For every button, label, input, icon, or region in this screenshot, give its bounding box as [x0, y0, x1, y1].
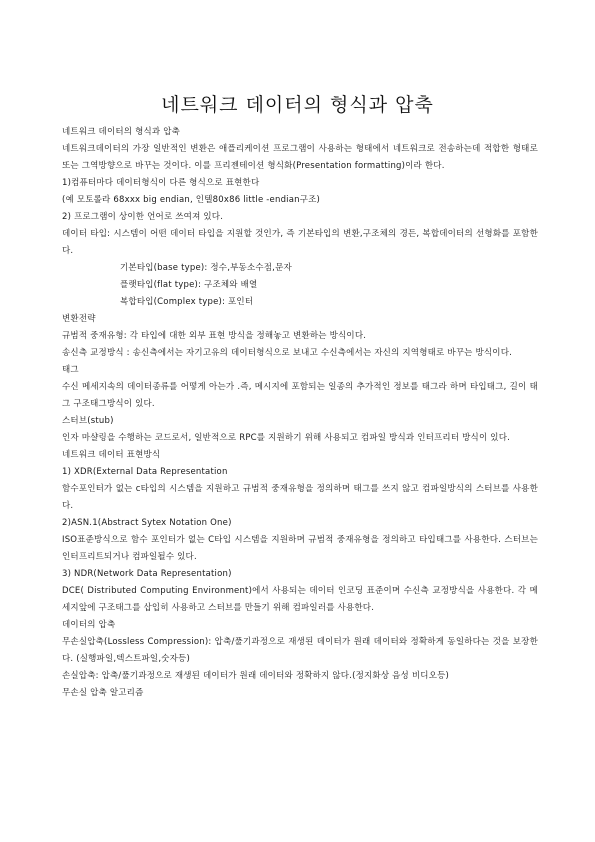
paragraph: (예 모토롤라 68xxx big endian, 인텔80x86 little -endian구조): [62, 195, 321, 205]
section-heading: 데이터의 압축: [62, 620, 116, 630]
list-item: 1) XDR(External Data Representation: [62, 467, 228, 477]
list-item: 1)컴퓨터마다 데이터형식이 다른 형식으로 표현한다: [62, 178, 260, 188]
paragraph: 무손실압축(Lossless Compression): 압축/풀기과정으로 재생된 데이터가 원래 데이터와 정확하게 동일하다는 것을 보장한다. (실행파일,텍스트파일,숫자등): [62, 637, 538, 664]
type-item: 기본타입(base type): 정수,부동소수점,문자: [120, 263, 292, 273]
page-title: 네트워크 데이터의 형식과 압축: [161, 94, 434, 116]
paragraph: DCE( Distributed Computing Environment)에서 사용되는 데이터 인코딩 표준이며 수신측 교정방식을 사용한다. 각 메세지앞에 구조태그를 삽입히 사용하고 스터브를 만들기 위해 컴파일러를 사용한다.: [62, 586, 538, 613]
list-item: 2) 프로그램이 상이한 언어로 쓰여져 있다.: [62, 212, 224, 222]
paragraph: 규범적 중재유형: 각 타입에 대한 외부 표현 방식을 정해놓고 변환하는 방식이다.: [62, 331, 367, 341]
paragraph: 함수포인터가 없는 c타입의 시스템을 지원하고 규범적 중재유형을 정의하며 태그를 쓰지 않고 컴파일방식의 스터브를 사용한다.: [62, 484, 538, 511]
type-item: 플랫타입(flat type): 구조체와 배열: [120, 280, 258, 290]
list-item: 3) NDR(Network Data Representation): [62, 569, 232, 579]
paragraph: 인자 마샬링을 수행하는 코드로서, 일반적으로 RPC를 지원하기 위해 사용되고 컴파일 방식과 인터프리터 방식이 있다.: [62, 433, 511, 443]
list-item: 2)ASN.1(Abstract Sytex Notation One): [62, 518, 232, 528]
section-heading: 무손실 압축 알고리즘: [62, 688, 144, 698]
paragraph: 송신측 교정방식 : 송신측에서는 자기고유의 데이터형식으로 보내고 수신측에서는 자신의 지역형태로 바꾸는 방식이다.: [62, 348, 513, 358]
paragraph: 데이터 타입: 시스템이 어떤 데이터 타입을 지원할 것인가, 즉 기본타입의 변환,구조체의 경든, 복합데이터의 선형화를 포함한다.: [62, 229, 538, 256]
paragraph: ISO표준방식으로 함수 포인터가 없는 C타입 시스템을 지원하며 규범적 중재유형을 정의하고 타입태그를 사용한다. 스터브는 인터프리트되거나 컴파일될수 있다.: [62, 535, 538, 562]
document-body: [62, 124, 538, 702]
section-heading: 네트워크 데이터의 형식과 압축: [62, 127, 181, 137]
section-heading: 스터브(stub): [62, 416, 114, 426]
type-item: 복합타입(Complex type): 포인터: [120, 297, 254, 307]
section-heading: 네트워크 데이터 표현방식: [62, 450, 161, 460]
section-heading: 변환전략: [62, 314, 96, 324]
paragraph: 네트워크데이터의 가장 일반적인 변환은 애플리케이션 프로그램이 사용하는 형태에서 네트워크로 전송하는데 적합한 형태로 또는 그역방향으로 바꾸는 것이다. 이를 프리젠테이션 형식화(Presentation formatting)이라 한다.: [62, 144, 538, 171]
paragraph: 수신 메세지속의 데이터종류를 어떻게 아는가 .즉, 메시지에 포함되는 일종의 추가적인 정보를 태그라 하며 타입태그, 길이 태그 구조태그방식이 있다.: [62, 382, 538, 409]
paragraph: 손실압축: 압축/풀기과정으로 재생된 데이터가 원래 데이터와 정확하지 않다.(정지화상 음성 비디오등): [62, 671, 450, 681]
section-heading: 태그: [62, 365, 79, 375]
